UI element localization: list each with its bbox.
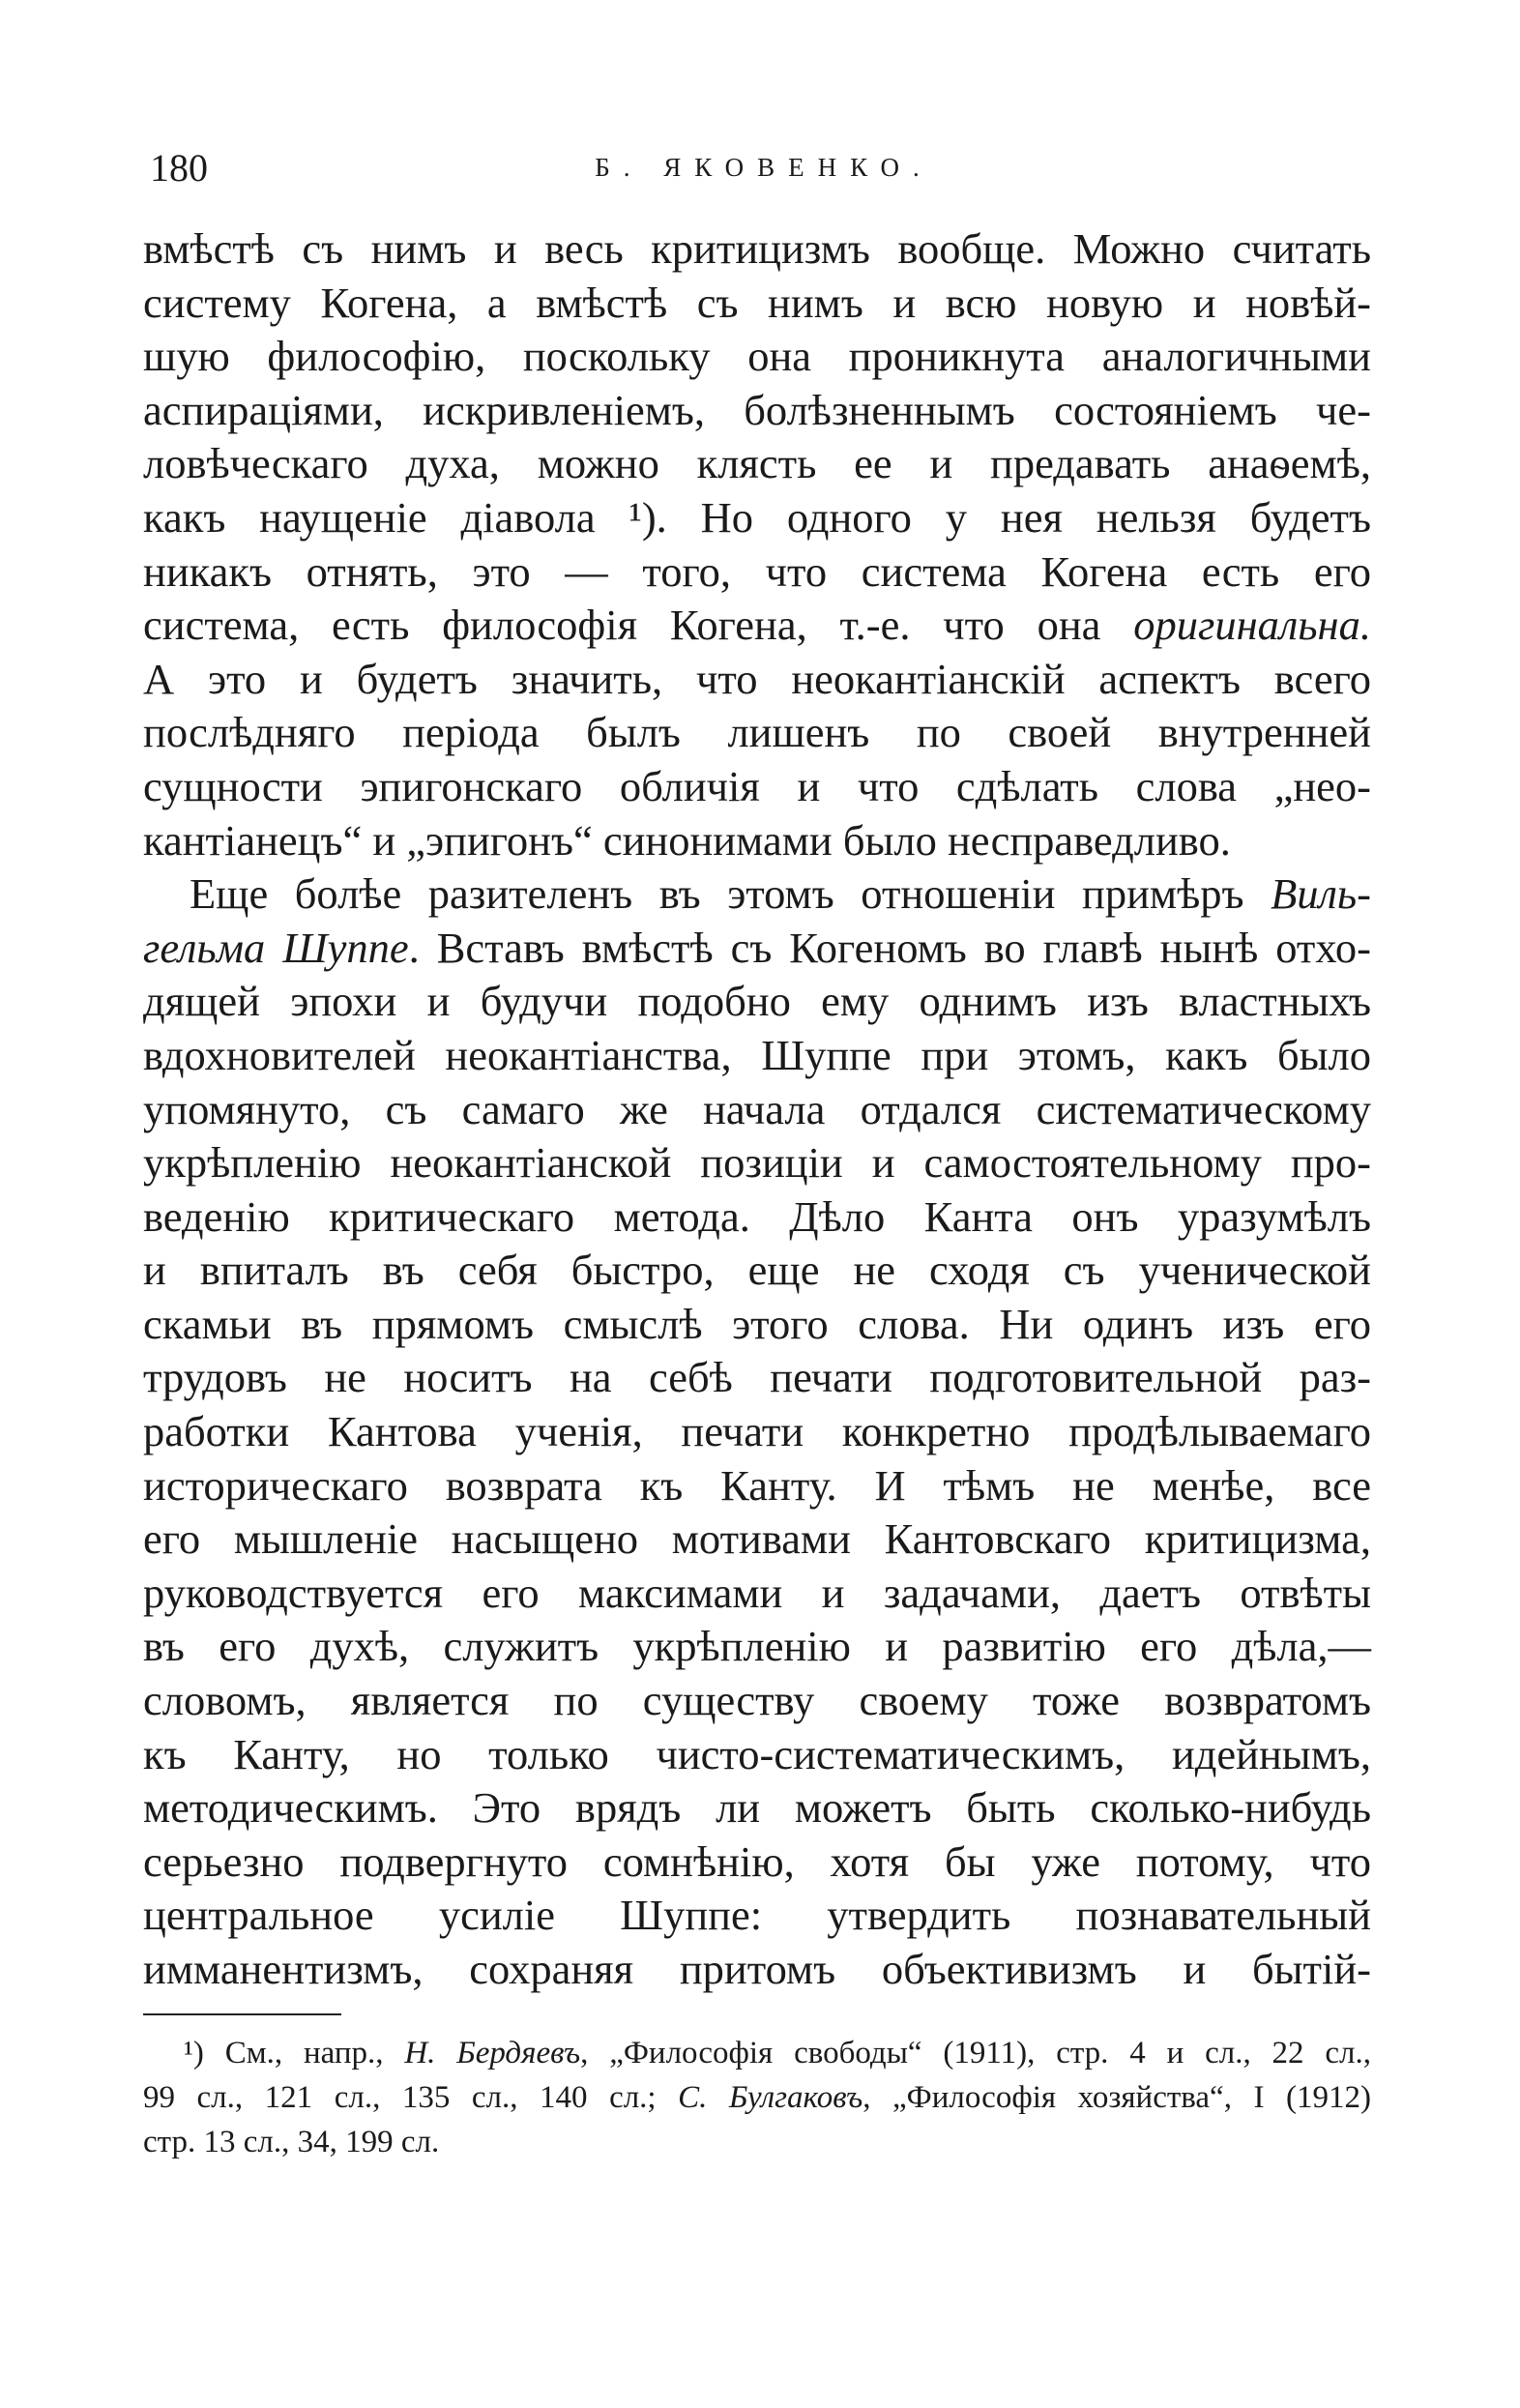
footnote-divider: [143, 2013, 341, 2015]
text-line: веденію критическаго метода. Дѣло Канта онъ уразумѣлъ: [143, 1191, 1371, 1241]
running-head: Б. ЯКОВЕНКО.: [595, 153, 933, 182]
text-line: ловѣческаго духа, можно клясть ее и предавать анаѳемѣ,: [143, 439, 1371, 488]
text-line: укрѣпленію неокантіанской позиціи и самостоятельному про-: [143, 1138, 1371, 1188]
text-line: скамьи въ прямомъ смыслѣ этого слова. Ни одинъ изъ его: [143, 1299, 1371, 1348]
text-line: шую философію, поскольку она проникнута аналогичными: [143, 332, 1371, 381]
page-header: [150, 145, 1378, 203]
text-line: центральное усиліе Шуппе: утвердить познавательный: [143, 1891, 1371, 1940]
text-segment: Еще болѣе разителенъ въ этомъ отношеніи примѣръ: [190, 869, 1272, 919]
text-line: имманентизмъ, сохраняя притомъ объективизмъ и бытій-: [143, 1945, 1371, 1993]
text-line: трудовъ не носитъ на себѣ печати подготовительной раз-: [143, 1353, 1371, 1402]
text-line: серьезно подвергнуто сомнѣнію, хотя бы уже потому, что: [143, 1836, 1371, 1886]
footnote-line: [143, 2075, 1371, 2120]
text-line: [143, 867, 1371, 922]
text-line: упомянуто, съ самаго же начала отдался систематическому: [143, 1084, 1371, 1133]
text-line: какъ наущеніе діавола ¹). Но одного у нея нельзя будетъ: [143, 492, 1371, 542]
text-line: кантіанецъ“ и „эпигонъ“ синонимами было несправедливо.: [143, 815, 1231, 865]
footnote-author: Н. Бердяевъ: [404, 2036, 581, 2070]
text-line: А это и будетъ значить, что неокантіанскій аспектъ всего: [143, 654, 1371, 703]
text-line: историческаго возврата къ Канту. И тѣмъ не менѣе, все: [143, 1460, 1371, 1510]
footnote-line: [143, 2031, 1371, 2075]
text-line: и впиталъ въ себя быстро, еще не сходя съ ученической: [143, 1246, 1371, 1295]
footnote-segment: , „Философія хозяйства“, I (1912): [862, 2080, 1371, 2115]
text-line: [143, 599, 1371, 653]
footnote-segment: 99 сл., 121 сл., 135 сл., 140 сл.;: [143, 2080, 679, 2115]
text-line: вдохновителей неокантіанства, Шуппе при этомъ, какъ было: [143, 1030, 1371, 1079]
footnote-line: стр. 13 сл., 34, 199 сл.: [143, 2125, 440, 2159]
italic-word: оригинальна.: [1133, 601, 1371, 650]
text-line: аспираціями, искривленіемъ, болѣзненнымъ состояніемъ че-: [143, 385, 1371, 434]
text-line: работки Кантова ученія, печати конкретно продѣлываемаго: [143, 1407, 1371, 1456]
footnote-segment: ¹) См., напр.,: [184, 2036, 405, 2070]
text-line: никакъ отнять, это — того, что система Когена есть его: [143, 546, 1371, 596]
text-line: сущности эпигонскаго обличія и что сдѣлать слова „нео-: [143, 761, 1371, 810]
text-line: руководствуется его максимами и задачами, даетъ отвѣты: [143, 1568, 1371, 1617]
text-line: словомъ, является по существу своему тоже возвратомъ: [143, 1676, 1371, 1725]
text-line: дящей эпохи и будучи подобно ему однимъ изъ властныхъ: [143, 977, 1371, 1026]
text-line: въ его духѣ, служитъ укрѣпленію и развитію его дѣла,—: [143, 1622, 1371, 1671]
body-text: [143, 222, 1371, 1997]
page-number: 180: [150, 146, 208, 190]
text-line: къ Канту, но только чисто-систематическимъ, идейнымъ,: [143, 1729, 1371, 1778]
footnote-author: С. Булгаковъ: [678, 2080, 863, 2115]
italic-name: гельма Шуппе: [143, 923, 409, 972]
italic-word: Виль-: [1271, 869, 1371, 919]
text-line: вмѣстѣ съ нимъ и весь критицизмъ вообще. Можно считать: [143, 224, 1371, 273]
text-line: [143, 922, 1371, 976]
text-line: методическимъ. Это врядъ ли можетъ быть сколько-нибудь: [143, 1783, 1371, 1833]
text-line: послѣдняго періода былъ лишенъ по своей внутренней: [143, 708, 1371, 757]
text-line: его мышленіе насыщено мотивами Кантовскаго критицизма,: [143, 1514, 1371, 1564]
text-line: систему Когена, а вмѣстѣ съ нимъ и всю новую и новѣй-: [143, 278, 1371, 327]
text-segment: система, есть философія Когена, т.-е. что она: [143, 601, 1134, 650]
footnote-segment: , „Философія свободы“ (1911), стр. 4 и сл., 22 сл.,: [580, 2036, 1371, 2070]
text-segment: . Вставъ вмѣстѣ съ Когеномъ во главѣ нынѣ отхо-: [408, 923, 1371, 972]
footnotes: [143, 2031, 1371, 2164]
